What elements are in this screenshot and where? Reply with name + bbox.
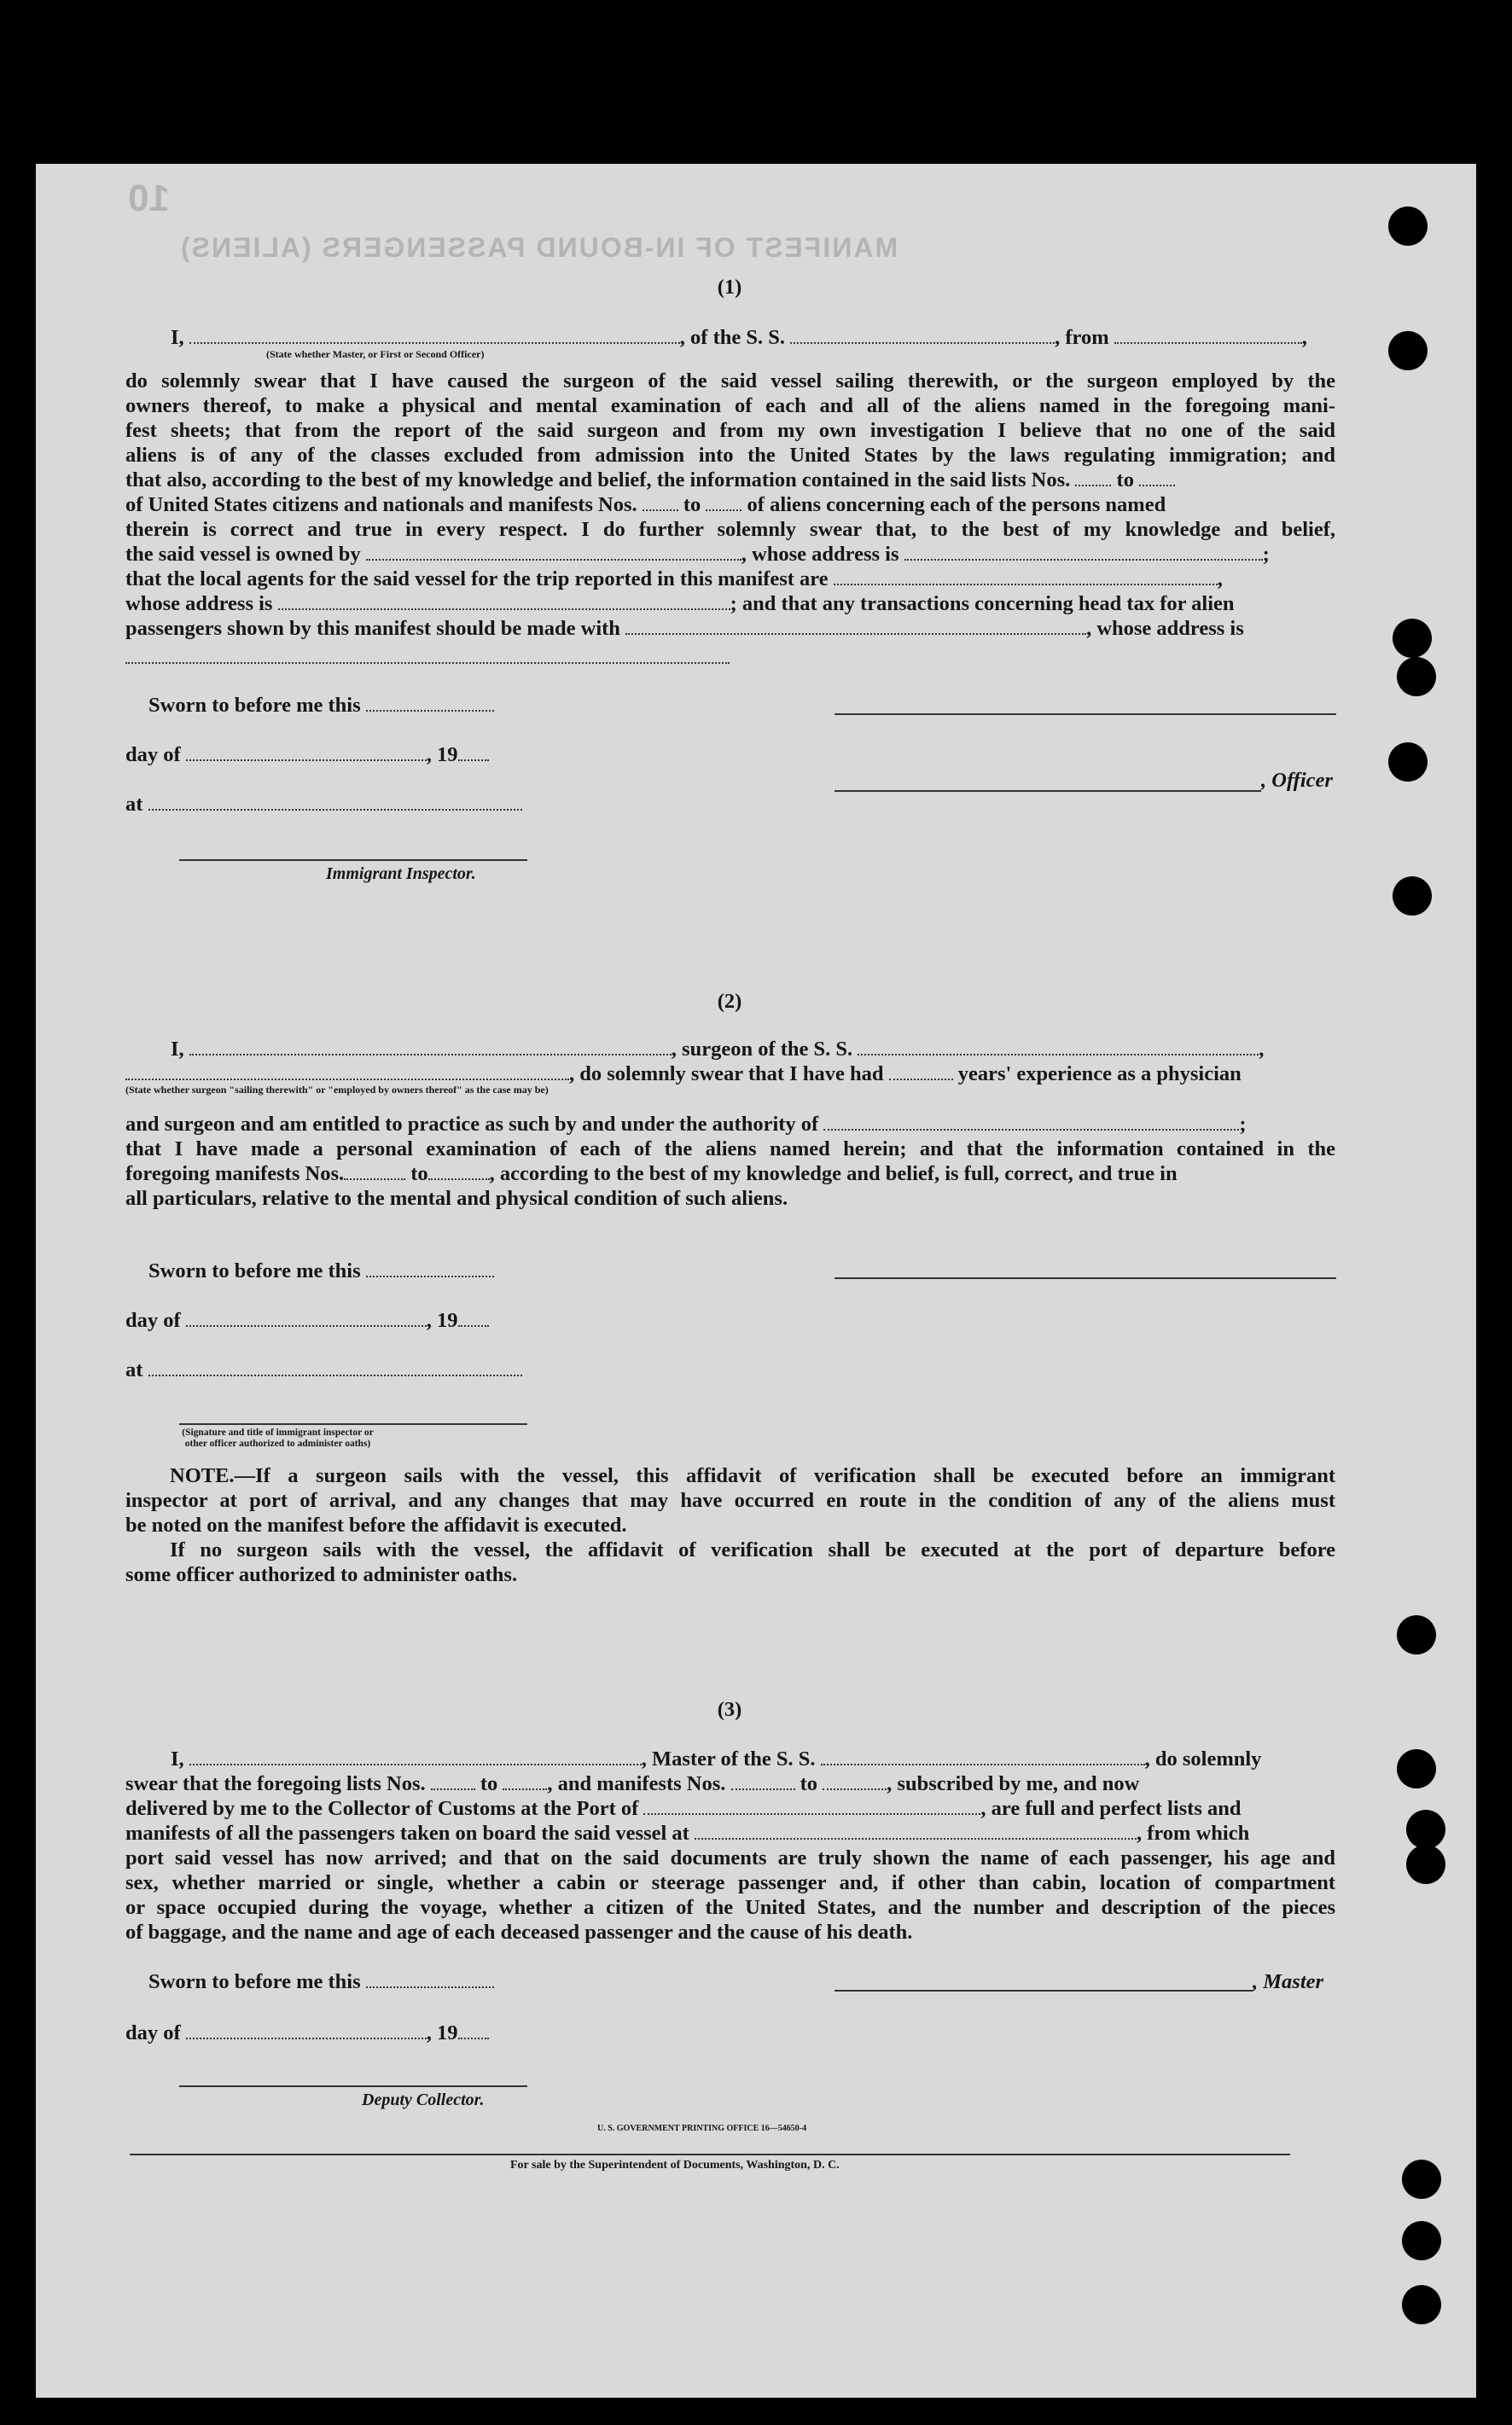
bleed-through-title: MANIFEST OF IN-BOUND PASSENGERS (ALIENS) (179, 232, 898, 263)
deputy-signature-line[interactable] (179, 2085, 527, 2087)
s1-citizens-line: of United States citizens and nationals and manifests Nos. to of aliens concerning each of the persons named (125, 493, 1166, 516)
punch-hole (1397, 1615, 1436, 1654)
s3-manifests-line: manifests of all the passengers taken on board the said vessel at , from which (125, 1822, 1250, 1845)
ship-name-field[interactable] (790, 327, 1055, 344)
customs-port-field[interactable] (643, 1798, 980, 1815)
punch-hole (1393, 619, 1432, 658)
s1-at: at (125, 793, 522, 817)
surgeon-name-field[interactable] (189, 1038, 672, 1055)
s2-note-line: NOTE.—If a surgeon sails with the vessel, this affidavit of verification shall be executed before an immigrant (170, 1464, 1335, 1487)
master-note: (State whether Master, or First or Second Officer) (266, 348, 485, 360)
punch-hole (1397, 657, 1436, 696)
surgeon-manifests-from-field[interactable] (344, 1163, 405, 1180)
sworn-date-field-3[interactable] (366, 1971, 494, 1988)
punch-hole (1406, 1845, 1445, 1884)
footer-rule (130, 2154, 1290, 2155)
s2-note2-line: some officer authorized to administer oaths. (125, 1563, 518, 1586)
s2-dayof: day of , 19 (125, 1309, 489, 1333)
s3-delivered-line: delivered by me to the Collector of Customs at the Port of , are full and perfect lists and (125, 1797, 1242, 1820)
s2-exam-line: that I have made a personal examination of each of the aliens named herein; and that the information contained in the (125, 1137, 1335, 1160)
inspector-label: Immigrant Inspector. (326, 864, 476, 883)
surgeon-signature-line[interactable] (835, 1277, 1336, 1279)
officer-signature-line-2[interactable] (835, 790, 1261, 792)
s1-lists-line: that also, according to the best of my knowledge and belief, the information contained in the said lists Nos. to (125, 468, 1175, 492)
lists-from-field-3[interactable] (431, 1773, 475, 1790)
s1-line: therein is correct and true in every respect. I do further solemnly swear that, to the best of my knowledge and belief, (125, 518, 1335, 541)
s2-swear-line: , do solemnly swear that I have had years' experience as a physician (125, 1062, 1242, 1086)
oath-officer-signature-line[interactable] (179, 1423, 527, 1425)
head-tax-address-field[interactable] (125, 647, 730, 664)
s3-line: of baggage, and the name and age of each deceased passenger and the cause of his death. (125, 1921, 913, 1944)
s3-line: or space occupied during the voyage, whether a citizen of the United States, and the number and description of the pieces (125, 1896, 1335, 1919)
year-field-3[interactable] (458, 2022, 489, 2039)
manifests-from-field-3[interactable] (731, 1773, 795, 1790)
master-name-field[interactable] (189, 327, 680, 344)
s1-line: do solemnly swear that I have caused the surgeon of the said vessel sailing therewith, or the surgeon employed by the (125, 369, 1335, 393)
place-field-2[interactable] (148, 1359, 522, 1376)
punch-hole (1397, 1749, 1436, 1788)
punch-hole (1406, 1810, 1445, 1849)
inspector-signature-line[interactable] (179, 859, 527, 861)
oath-officer-note: (Signature and title of immigrant inspector or other officer authorized to administer oaths) (182, 1428, 374, 1449)
year-field-2[interactable] (458, 1310, 489, 1327)
s3-line: sex, whether married or single, whether a cabin or steerage passenger and, if other than cabin, location of compartment (125, 1871, 1335, 1894)
year-field[interactable] (458, 744, 489, 761)
s1-oath-line: I, , of the S. S. , from , (171, 326, 1307, 349)
s2-particulars-line: all particulars, relative to the mental and physical condition of such aliens. (125, 1187, 788, 1210)
s1-owned-line: the said vessel is owned by , whose address is ; (125, 543, 1270, 566)
section-3-heading: (3) (717, 1698, 742, 1721)
s3-oath-line: I, , Master of the S. S. , do solemnly (171, 1748, 1262, 1771)
s1-line: fest sheets; that from the report of the said surgeon and from my own investigation I believe that no one of the said (125, 419, 1335, 442)
month-field-2[interactable] (186, 1310, 427, 1327)
deputy-label: Deputy Collector. (362, 2091, 485, 2109)
lists-to-field[interactable] (1139, 469, 1175, 486)
bleed-through-number: 10 (128, 177, 170, 219)
s1-dayof: day of , 19 (125, 743, 489, 767)
s3-dayof: day of , 19 (125, 2021, 489, 2045)
s3-sworn: Sworn to before me this (148, 1970, 494, 1994)
sworn-date-field-2[interactable] (366, 1260, 494, 1277)
lists-from-field[interactable] (1075, 469, 1111, 486)
s2-note2-line: If no surgeon sails with the vessel, the affidavit of verification shall be executed at the port of departure before (170, 1538, 1335, 1561)
section-2-heading: (2) (717, 990, 742, 1013)
for-sale-note: For sale by the Superintendent of Documents, Washington, D. C. (510, 2159, 840, 2172)
punch-hole (1388, 206, 1428, 246)
s1-sworn: Sworn to before me this (148, 694, 494, 718)
s3-swear-line: swear that the foregoing lists Nos. to , and manifests Nos. to , subscribed by me, and now (125, 1772, 1140, 1795)
s2-practice-line: and surgeon and am entitled to practice as such by and under the authority of ; (125, 1113, 1247, 1136)
years-experience-field[interactable] (889, 1063, 953, 1080)
s2-foregoing-line: foregoing manifests Nos. to , according to the best of my knowledge and belief, is full, correct, and true in (125, 1162, 1178, 1185)
manifests-from-field[interactable] (643, 494, 678, 511)
s1-whose-line: whose address is ; and that any transactions concerning head tax for alien (125, 592, 1235, 615)
ship-name-field-3[interactable] (821, 1748, 1145, 1765)
master-label: , Master (1253, 1970, 1324, 1993)
s3-line: port said vessel has now arrived; and that on the said documents are truly shown the name of each passenger, his age and (125, 1846, 1335, 1870)
authority-field[interactable] (823, 1114, 1239, 1131)
month-field-3[interactable] (186, 2022, 427, 2039)
s1-agents-line: that the local agents for the said vessel for the trip reported in this manifest are , (125, 567, 1223, 590)
s2-oath-line: I, , surgeon of the S. S. , (171, 1038, 1265, 1061)
lists-to-field-3[interactable] (503, 1773, 547, 1790)
sworn-date-field[interactable] (366, 695, 494, 712)
owner-address-field[interactable] (904, 544, 1263, 561)
punch-hole (1393, 876, 1432, 916)
manifests-to-field-3[interactable] (823, 1773, 887, 1790)
punch-hole (1388, 331, 1428, 370)
surgeon-note: (State whether surgeon "sailing therewith" or "employed by owners thereof" as the case may be) (125, 1084, 549, 1096)
agents-address-field[interactable] (278, 593, 730, 610)
owner-field[interactable] (366, 544, 741, 561)
punch-hole (1402, 2285, 1441, 2324)
manifests-to-field[interactable] (706, 494, 741, 511)
ship-name-field-2[interactable] (858, 1038, 1259, 1055)
section-1-heading: (1) (717, 276, 742, 299)
punch-hole (1388, 742, 1428, 782)
s2-note-line: be noted on the manifest before the affidavit is executed. (125, 1514, 627, 1537)
s1-passengers-line: passengers shown by this manifest should be made with , whose address is (125, 617, 1244, 640)
surgeon-manifests-to-field[interactable] (428, 1163, 490, 1180)
head-tax-contact-field[interactable] (625, 618, 1086, 635)
officer-signature-line-1[interactable] (835, 713, 1336, 715)
master-name-field-3[interactable] (189, 1748, 642, 1765)
departure-port-field[interactable] (1114, 327, 1302, 344)
punch-hole (1402, 2221, 1441, 2260)
officer-label: , Officer (1261, 769, 1333, 792)
s2-note-line: inspector at port of arrival, and any changes that may have occurred en route in the condition of any of the aliens must (125, 1489, 1335, 1512)
s2-sworn: Sworn to before me this (148, 1259, 494, 1283)
s1-line: aliens is of any of the classes excluded from admission into the United States by the laws regulating immigration; and (125, 444, 1335, 467)
place-field[interactable] (148, 794, 522, 811)
printing-office-imprint: U. S. GOVERNMENT PRINTING OFFICE 16—54650-4 (597, 2124, 807, 2133)
month-field[interactable] (186, 744, 427, 761)
agents-field[interactable] (834, 568, 1218, 585)
master-signature-line[interactable] (835, 1990, 1253, 1992)
s2-at: at (125, 1358, 522, 1382)
surgeon-status-field[interactable] (125, 1063, 569, 1080)
boarding-port-field[interactable] (695, 1823, 1137, 1840)
punch-hole (1402, 2160, 1441, 2199)
s1-line: owners thereof, to make a physical and mental examination of each and all of the aliens named in the foregoing mani- (125, 394, 1335, 417)
